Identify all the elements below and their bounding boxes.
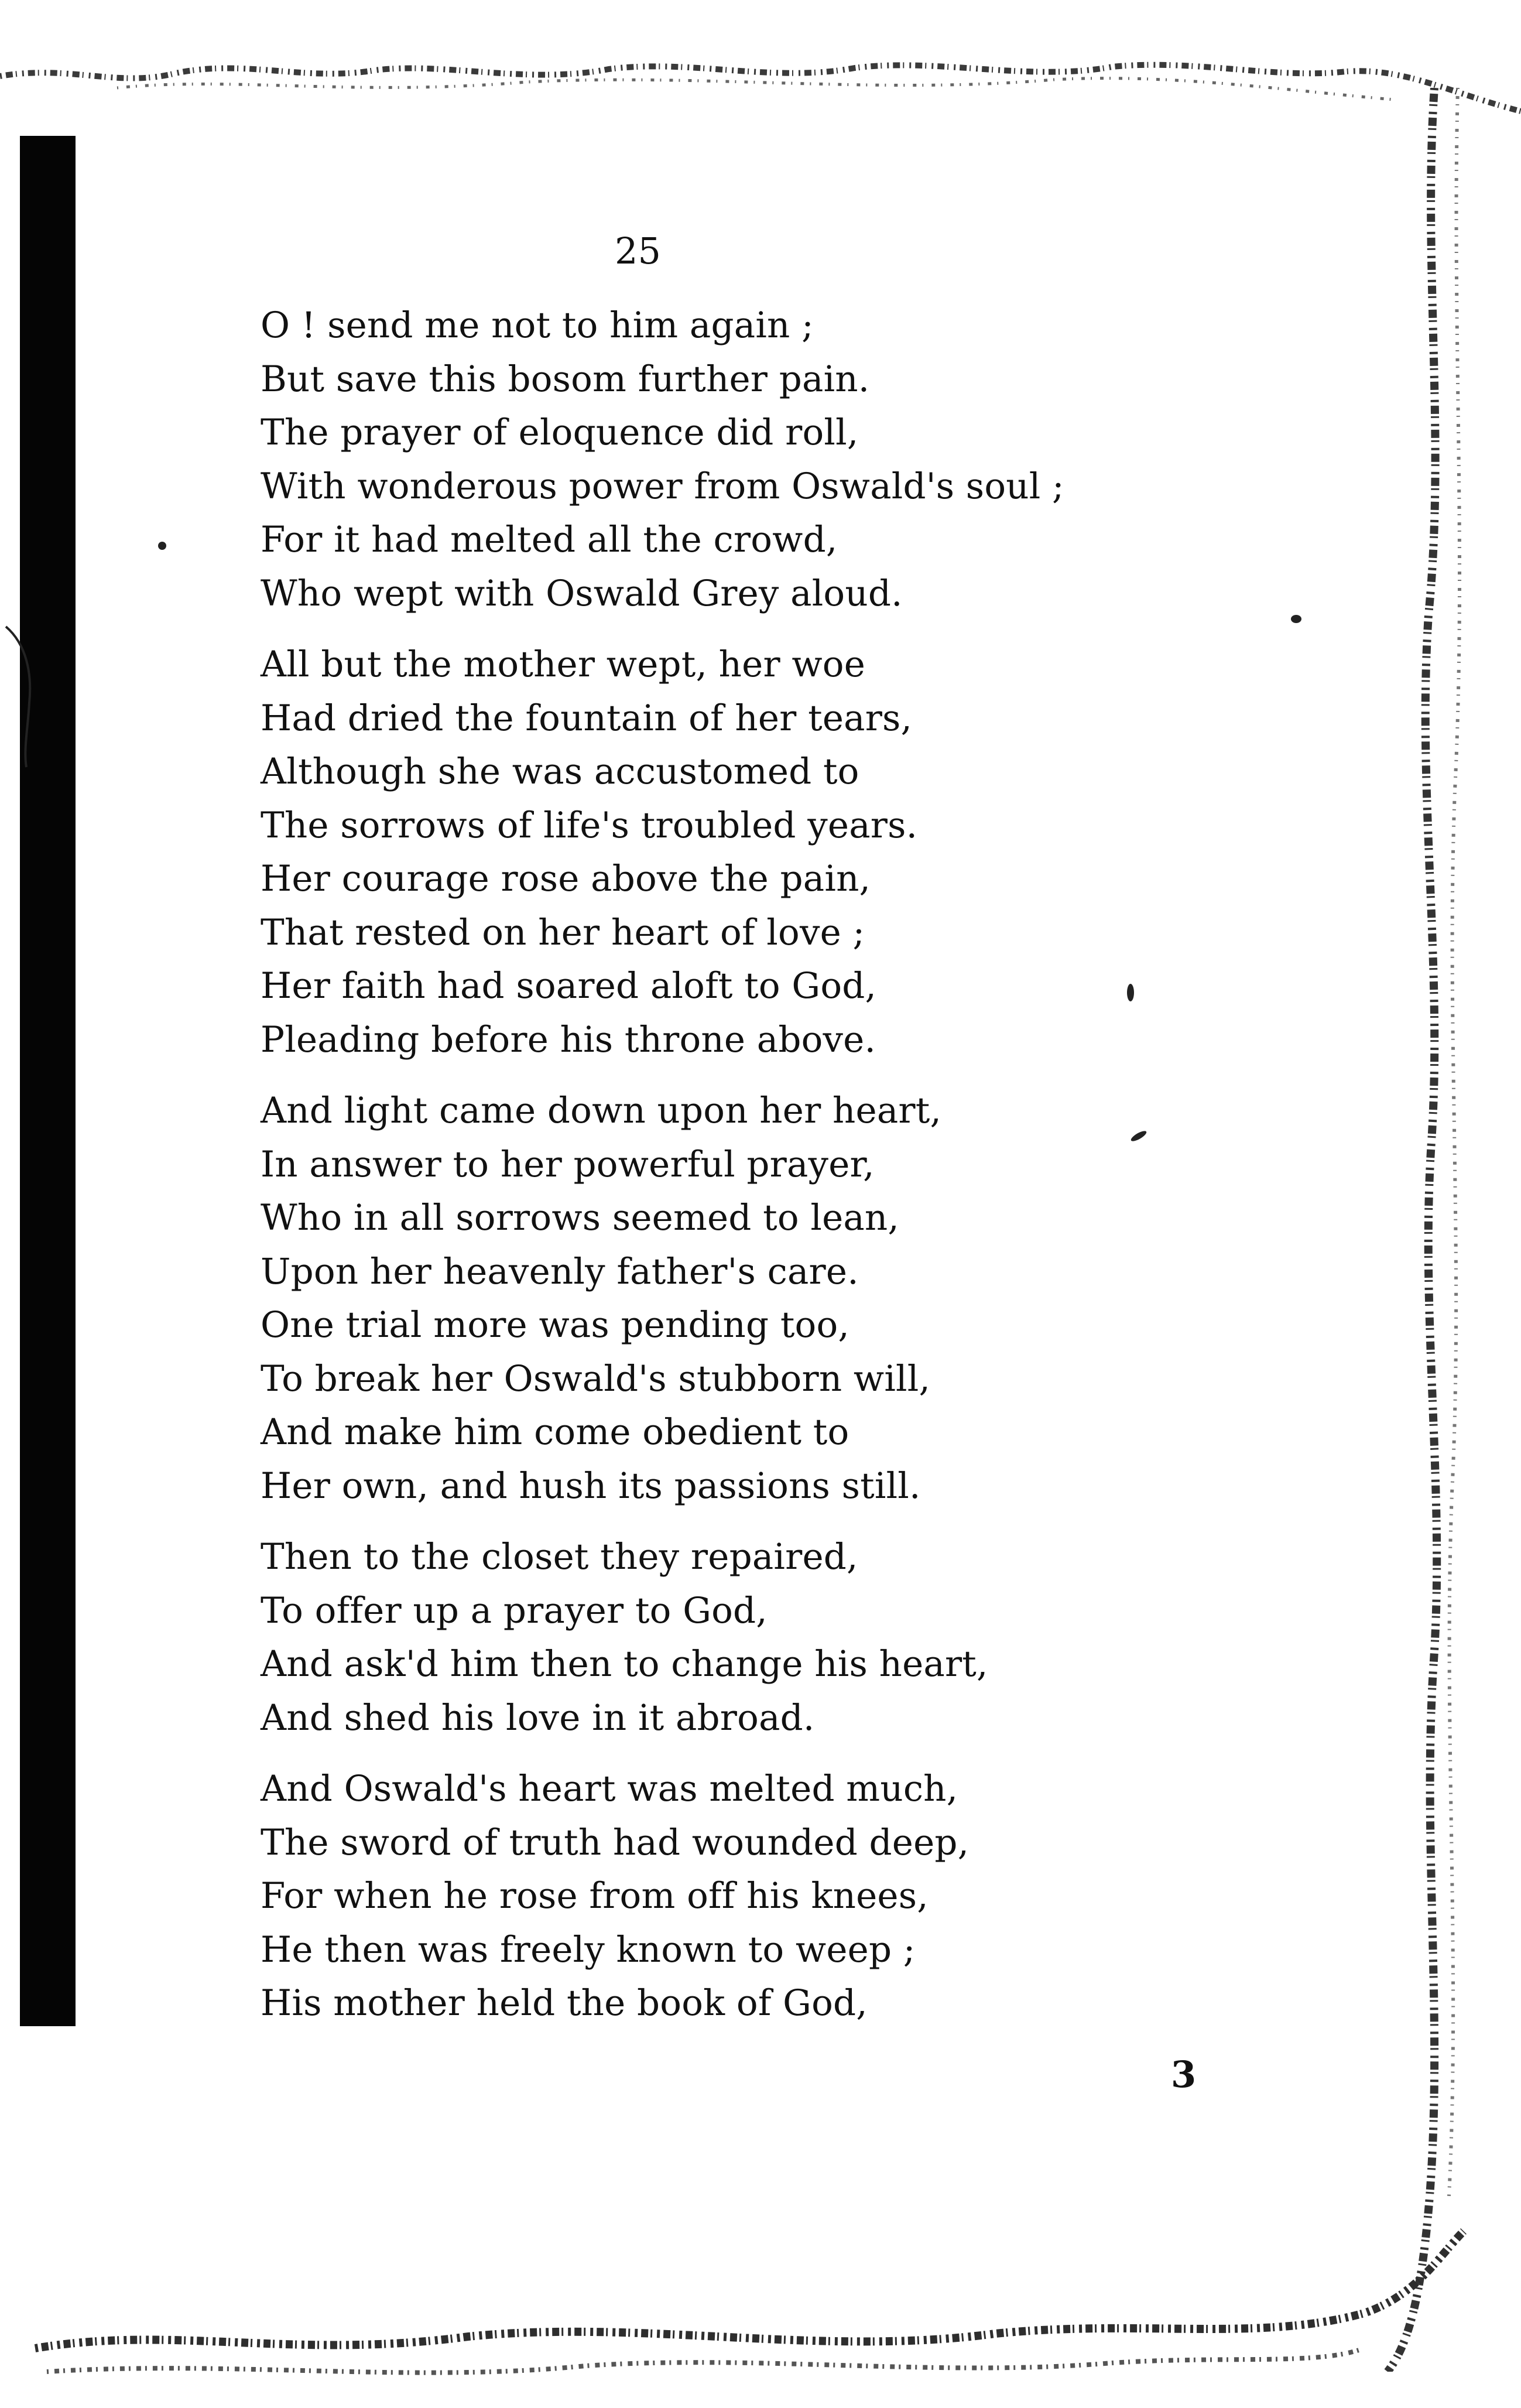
poem-line: The sorrows of life's troubled years. (261, 804, 918, 846)
poem-line: Then to the closet they repaired, (261, 1536, 858, 1578)
poem-line: But save this bosom further pain. (261, 358, 870, 400)
poem-line: Although she was accustomed to (261, 751, 859, 792)
poem-line: Her courage rose above the pain, (261, 858, 871, 899)
scan-edge-right (1364, 88, 1521, 2372)
stanza (261, 1084, 1256, 1513)
poem-line: And make him come obedient to (261, 1411, 849, 1453)
poem-line: Had dried the fountain of her tears, (261, 697, 913, 739)
poem-line: And light came down upon her heart, (261, 1090, 942, 1131)
stanza (261, 1762, 1256, 2030)
poem-line: Her own, and hush its passions still. (261, 1465, 921, 1507)
poem-line: That rested on her heart of love ; (261, 911, 865, 953)
poem-line: The sword of truth had wounded deep, (261, 1821, 970, 1863)
poem-line: For when he rose from off his knees, (261, 1875, 929, 1917)
margin-bracket-mark (0, 621, 47, 773)
poem-line: All but the mother wept, her woe (261, 644, 866, 685)
poem-line: Her faith had soared aloft to God, (261, 965, 877, 1007)
poem-line: With wonderous power from Oswald's soul ; (261, 465, 1064, 507)
poem-line: O ! send me not to him again ; (261, 305, 814, 346)
poem-line: And shed his love in it abroad. (261, 1696, 815, 1739)
stanza (261, 1530, 1256, 1745)
poem-line: His mother held the book of God, (261, 1982, 868, 2024)
stanza (261, 299, 1256, 620)
page-number: 25 (615, 230, 661, 272)
stanza (261, 638, 1256, 1066)
poem-line: Who wept with Oswald Grey aloud. (261, 572, 903, 614)
poem-line: For it had melted all the crowd, (261, 519, 838, 560)
ink-speck (1291, 615, 1301, 623)
poem-line: He then was freely known to weep ; (261, 1928, 916, 1971)
poem-line: One trial more was pending too, (261, 1304, 849, 1346)
poem-line: And Oswald's heart was melted much, (261, 1768, 958, 1810)
poem-line: The prayer of eloquence did roll, (261, 412, 859, 453)
scan-edge-top (0, 41, 1521, 129)
scan-edge-bottom (0, 2219, 1521, 2408)
poem-line: Who in all sorrows seemed to lean, (261, 1197, 900, 1239)
signature-mark: 3 (1171, 2053, 1197, 2096)
poem-line: In answer to her powerful prayer, (261, 1143, 875, 1185)
poem-line: To offer up a prayer to God, (261, 1589, 768, 1631)
poem-line: Upon her heavenly father's care. (261, 1250, 859, 1292)
binding-shadow-bar (20, 136, 76, 2026)
poem-line: Pleading before his throne above. (261, 1018, 876, 1061)
ink-speck (158, 542, 166, 550)
poem-line: And ask'd him then to change his heart, (261, 1643, 988, 1685)
poem-body (261, 299, 1256, 2048)
poem-line: To break her Oswald's stubborn will, (261, 1357, 931, 1400)
